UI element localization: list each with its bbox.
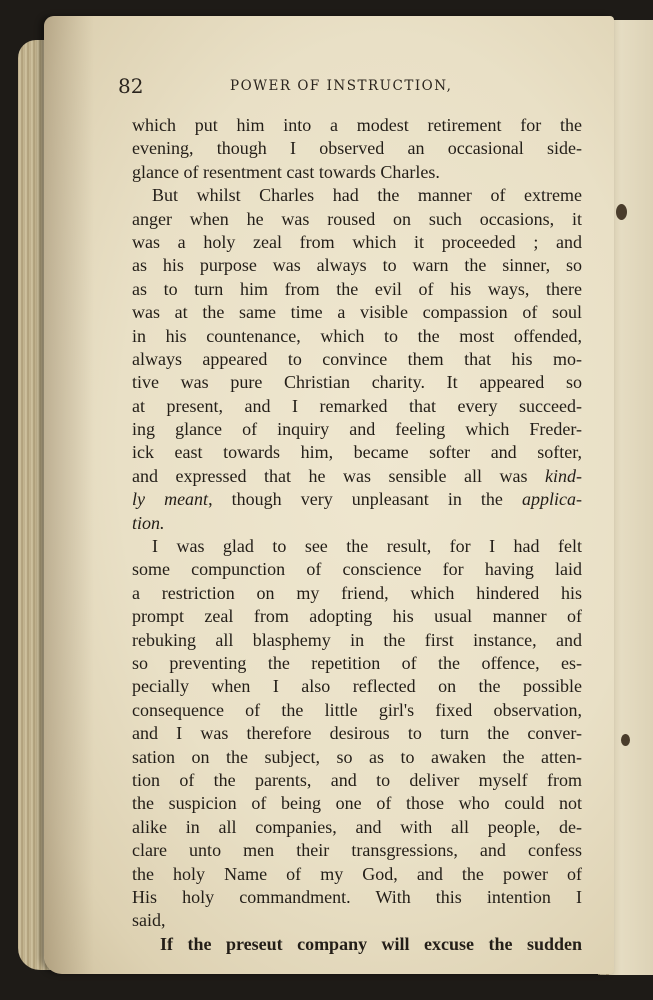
text-line: a restriction on my friend, which hindered his	[132, 582, 582, 603]
text-line: anger when he was roused on such occasions, it	[132, 208, 582, 229]
text-line: always appeared to convince them that his mo-	[132, 348, 582, 369]
body-text	[132, 114, 582, 958]
text-line: alike in all companies, and with all people, de-	[132, 816, 582, 837]
italic-text: tion.	[132, 512, 165, 533]
ink-blot-mark	[621, 734, 630, 746]
text-line: I was glad to see the result, for I had felt	[152, 536, 582, 557]
text-line: some compunction of conscience for having laid	[132, 559, 582, 580]
text-line: and expressed that he was sensible all was kind-	[132, 465, 582, 486]
text-line: glance of resentment cast towards Charles.	[132, 161, 440, 182]
running-head	[112, 72, 592, 102]
text-line: ly meant, though very unpleasant in the applica-	[132, 489, 582, 510]
text-line: the holy Name of my God, and the power of	[132, 863, 582, 884]
italic-text: applica-	[522, 489, 582, 510]
gutter-shadow	[44, 16, 94, 974]
text-line: was at the same time a visible compassion of soul	[132, 302, 582, 323]
text-line: in his countenance, which to the most offended,	[132, 325, 582, 346]
italic-text: kind-	[545, 465, 582, 486]
text-line: But whilst Charles had the manner of extreme	[152, 185, 582, 206]
text-line: pecially when I also reflected on the possible	[132, 676, 582, 697]
page-number: 82	[118, 74, 144, 98]
text-line: evening, though I observed an occasional side-	[132, 138, 582, 159]
text-line: rebuking all blasphemy in the first instance, and	[132, 629, 582, 650]
text-line: clare unto men their transgressions, and confess	[132, 840, 582, 861]
text-line: the suspicion of being one of those who could not	[132, 793, 582, 814]
text-line: prompt zeal from adopting his usual manner of	[132, 606, 582, 627]
text-line: so preventing the repetition of the offence, es-	[132, 652, 582, 673]
text-line: as his purpose was always to warn the sinner, so	[132, 255, 582, 276]
text-line	[132, 512, 582, 535]
text-line: was a holy zeal from which it proceeded ; and	[132, 231, 582, 252]
text-line: as to turn him from the evil of his ways, there	[132, 278, 582, 299]
text-line: His holy commandment. With this intention I	[132, 886, 582, 907]
catchline: If the preseut company will excuse the sudden	[160, 933, 582, 954]
text-line: which put him into a modest retirement for the	[132, 115, 582, 135]
text-line: tive was pure Christian charity. It appeared so	[132, 372, 582, 393]
running-title: POWER OF INSTRUCTION,	[230, 78, 453, 94]
text-line: sation on the subject, so as to awaken the atten-	[132, 746, 582, 767]
text-line: ing glance of inquiry and feeling which Freder-	[132, 419, 582, 440]
text-line: tion of the parents, and to deliver myself from	[132, 769, 582, 790]
ink-blot-mark	[616, 204, 627, 220]
text-line: ick east towards him, became softer and softer,	[132, 442, 582, 463]
text-line: at present, and I remarked that every succeed-	[132, 395, 582, 416]
italic-text: ly meant	[132, 489, 209, 510]
text-line: said,	[132, 910, 166, 931]
text-line: and I was therefore desirous to turn the conver-	[132, 723, 582, 744]
text-line: consequence of the little girl's fixed observation,	[132, 699, 582, 720]
